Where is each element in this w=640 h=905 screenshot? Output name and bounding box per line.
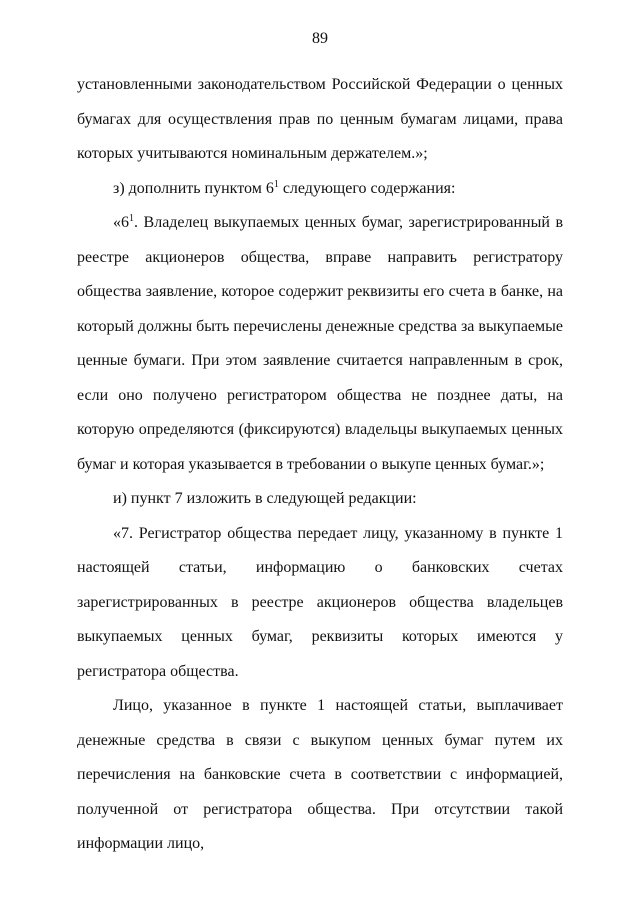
- paragraph-continuation: установленными законодательством Российской Федерации о ценных бумагах для осуществления прав по ценным бумагам лицами, права которых учитываются номинальным держателем.»;: [77, 76, 563, 162]
- superscript: 1: [129, 213, 134, 224]
- paragraph-text-before-superscript: «6: [113, 214, 129, 231]
- paragraph-amendment-i: и) пункт 7 изложить в следующей редакции:: [113, 490, 417, 507]
- superscript: 1: [273, 178, 279, 190]
- paragraph-payment: Лицо, указанное в пункте 1 настоящей статьи, выплачивает денежные средства в связи с выкупом ценных бумаг путем их перечисления на банковские счета в соответствии с информацией, полученной от регистратора общества. При отсутствии такой информации лицо,: [77, 697, 563, 852]
- document-body: [77, 68, 563, 862]
- paragraph-new-point-7: «7. Регистратор общества передает лицу, указанному в пункте 1 настоящей статьи, информацию о банковских счетах зарегистрированных в реестре акционеров общества владельцев выкупаемых ценных бумаг, реквизиты которых имеются у регистратора общества.: [77, 524, 563, 680]
- paragraph-text-after-superscript: следующего содержания:: [278, 179, 456, 197]
- paragraph-text-after-superscript: . Владелец выкупаемых ценных бумаг, зарегистрированный в реестре акционеров общества, вправе направить регистратору общества заявление, которое содержит реквизиты его счета в банке, на который должны быть перечислены денежные средства за выкупаемые ценные бумаги. При этом заявление считается направленным в срок, если оно получено регистратором общества не позднее даты, на которую определяются (фиксируются) владельцы выкупаемых ценных бумаг и которая указывается в требовании о выкупе ценных бумаг.»;: [77, 214, 563, 473]
- paragraph-new-point-6-1: [77, 206, 563, 482]
- paragraph-text-before-superscript: з) дополнить пунктом 6: [113, 179, 274, 197]
- page-number: 89: [312, 30, 328, 47]
- paragraph-amendment-z: [77, 172, 563, 207]
